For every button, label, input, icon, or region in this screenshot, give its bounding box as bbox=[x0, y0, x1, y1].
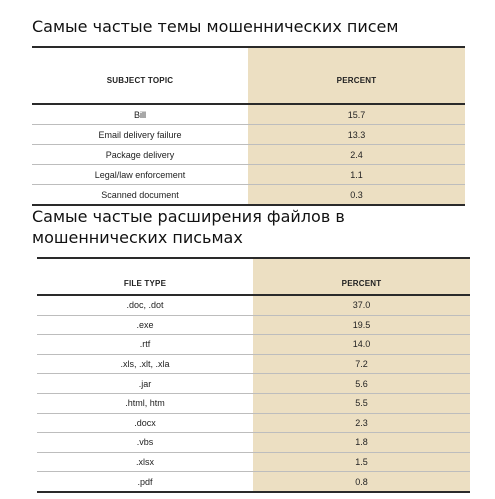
subject-topic-cell: Legal/law enforcement bbox=[32, 165, 248, 185]
subject-topic-cell: Bill bbox=[32, 104, 248, 125]
file-type-cell: .vbs bbox=[37, 433, 253, 453]
column-header-file-type: FILE TYPE bbox=[37, 258, 253, 295]
table-row bbox=[37, 315, 470, 335]
table-row bbox=[37, 393, 470, 413]
table-row bbox=[37, 433, 470, 453]
percent-cell: 1.8 bbox=[253, 433, 470, 453]
file-type-table bbox=[37, 257, 470, 493]
percent-cell: 0.8 bbox=[253, 472, 470, 492]
percent-cell: 0.3 bbox=[248, 185, 465, 206]
file-type-cell: .xlsx bbox=[37, 452, 253, 472]
file-type-cell: .exe bbox=[37, 315, 253, 335]
table-row bbox=[37, 354, 470, 374]
percent-cell: 7.2 bbox=[253, 354, 470, 374]
table-row bbox=[37, 452, 470, 472]
percent-cell: 19.5 bbox=[253, 315, 470, 335]
table-row bbox=[37, 335, 470, 355]
column-header-percent: PERCENT bbox=[248, 47, 465, 104]
column-header-percent: PERCENT bbox=[253, 258, 470, 295]
file-type-cell: .jar bbox=[37, 374, 253, 394]
file-type-cell: .doc, .dot bbox=[37, 295, 253, 315]
table-row bbox=[37, 413, 470, 433]
column-header-subject-topic: SUBJECT TOPIC bbox=[32, 47, 248, 104]
subject-topic-cell: Email delivery failure bbox=[32, 125, 248, 145]
percent-cell: 1.5 bbox=[253, 452, 470, 472]
table-row bbox=[32, 104, 465, 125]
table-row bbox=[37, 472, 470, 492]
subject-topic-cell: Scanned document bbox=[32, 185, 248, 206]
percent-cell: 14.0 bbox=[253, 335, 470, 355]
file-type-cell: .rtf bbox=[37, 335, 253, 355]
filetype-section-title: Самые частые расширения файлов в мошеннических письмах bbox=[32, 207, 345, 247]
file-type-cell: .html, htm bbox=[37, 393, 253, 413]
subject-section-title: Самые частые темы мошеннических писем bbox=[32, 17, 399, 36]
file-type-cell: .docx bbox=[37, 413, 253, 433]
subject-topic-table bbox=[32, 46, 465, 206]
percent-cell: 13.3 bbox=[248, 125, 465, 145]
percent-cell: 2.4 bbox=[248, 145, 465, 165]
table-row bbox=[32, 145, 465, 165]
table-row bbox=[32, 165, 465, 185]
percent-cell: 5.5 bbox=[253, 393, 470, 413]
percent-cell: 15.7 bbox=[248, 104, 465, 125]
table-row bbox=[37, 374, 470, 394]
percent-cell: 2.3 bbox=[253, 413, 470, 433]
table-header-row bbox=[37, 258, 470, 295]
table-row bbox=[32, 185, 465, 206]
percent-cell: 37.0 bbox=[253, 295, 470, 315]
file-type-cell: .xls, .xlt, .xla bbox=[37, 354, 253, 374]
percent-cell: 1.1 bbox=[248, 165, 465, 185]
table-header-row bbox=[32, 47, 465, 104]
subject-topic-cell: Package delivery bbox=[32, 145, 248, 165]
table-row bbox=[32, 125, 465, 145]
table-row bbox=[37, 295, 470, 315]
file-type-cell: .pdf bbox=[37, 472, 253, 492]
percent-cell: 5.6 bbox=[253, 374, 470, 394]
